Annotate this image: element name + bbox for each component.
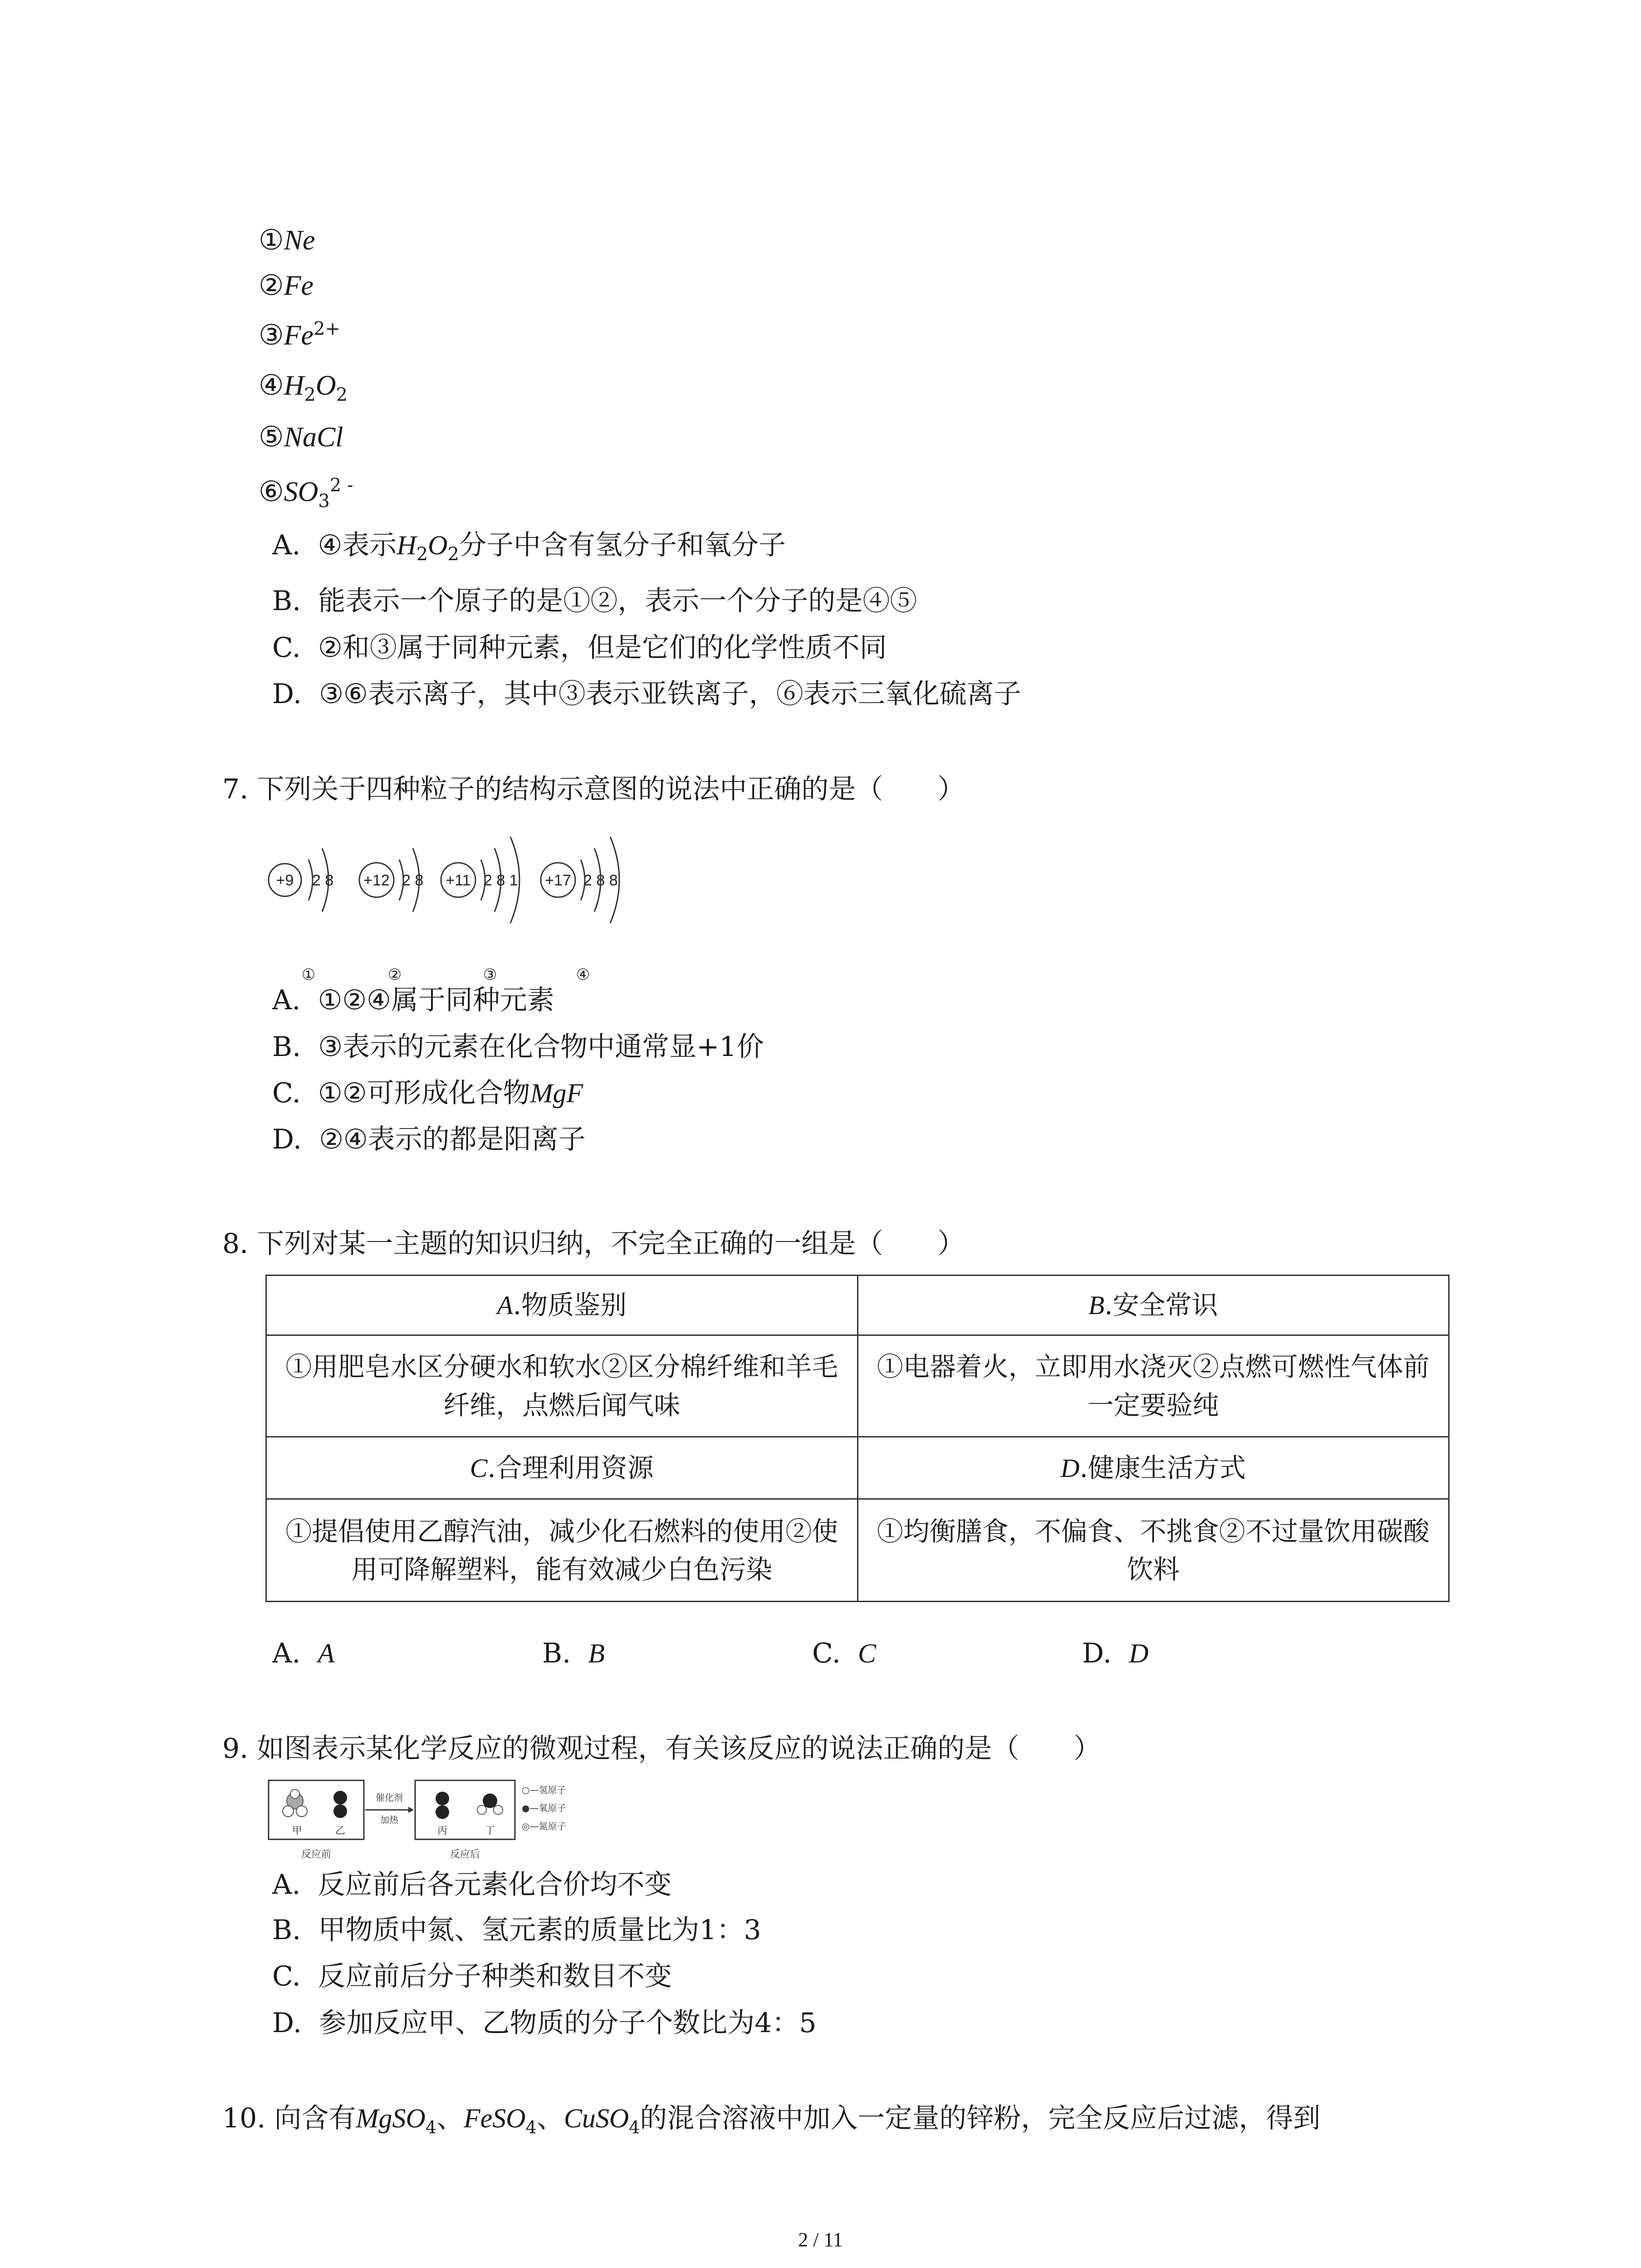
- symbol-6: $⑥SO_3^{2 -}$: [259, 474, 353, 512]
- q8-option-b: B. B: [542, 1637, 605, 1669]
- table-cell-b: ①电器着火，立即用水浇灭②点燃可燃性气体前一定要验纯: [857, 1335, 1449, 1437]
- q7-option-c: C. ①②可形成化合物MgF: [272, 1077, 583, 1109]
- svg-text:○—氢原子: ○—氢原子: [522, 1784, 566, 1795]
- particle-3: [441, 837, 519, 983]
- q8-option-d: D. D: [1082, 1637, 1149, 1669]
- q8-option-c: C. C: [812, 1637, 877, 1669]
- q7-stem: 7. 下列关于四种粒子的结构示意图的说法中正确的是（ ）: [222, 773, 965, 805]
- svg-text:+11: +11: [446, 872, 471, 889]
- q10-stem: 10. 向含有MgSO$_4$、FeSO$_4$、CuSO$_4$的混合溶液中加入一定量的锌粉，完全反应后过滤，得到: [222, 2102, 1321, 2137]
- q9-option-d: D. 参加反应甲、乙物质的分子个数比为4：5: [272, 2007, 817, 2039]
- svg-text:乙: 乙: [335, 1825, 346, 1837]
- table-cell-c: ①提倡使用乙醇汽油，减少化石燃料的使用②使用可降解塑料，能有效减少白色污染: [266, 1499, 858, 1602]
- svg-text:2 8: 2 8: [402, 872, 424, 889]
- q8-stem: 8. 下列对某一主题的知识归纳，不完全正确的一组是（ ）: [222, 1228, 965, 1260]
- svg-text:+17: +17: [545, 872, 571, 889]
- svg-text:③: ③: [483, 966, 497, 983]
- svg-text:丁: 丁: [485, 1825, 495, 1837]
- q6-option-d: D. ③⑥表示离子，其中③表示亚铁离子，⑥表示三氧化硫离子: [272, 678, 1021, 710]
- table-head-d: D.健康生活方式: [857, 1437, 1449, 1499]
- q9-stem: 9. 如图表示某化学反应的微观过程，有关该反应的说法正确的是（ ）: [222, 1733, 1101, 1765]
- svg-text:反应前: 反应前: [301, 1849, 332, 1860]
- svg-text:加热: 加热: [380, 1814, 398, 1825]
- atom-structure-diagram: [263, 816, 671, 993]
- page-number: 2 / 11: [798, 2229, 843, 2251]
- svg-text:◎—氮原子: ◎—氮原子: [522, 1821, 566, 1832]
- particle-4: [541, 837, 619, 983]
- svg-text:②: ②: [387, 966, 402, 983]
- q9-option-c: C. 反应前后分子种类和数目不变: [272, 1960, 672, 1992]
- q7-option-b: B. ③表示的元素在化合物中通常显+1价: [272, 1031, 764, 1063]
- symbol-4: $④H_2O_2$: [259, 368, 348, 406]
- svg-text:2 8 8: 2 8 8: [583, 872, 618, 889]
- reaction-micro-diagram: [268, 1776, 612, 1867]
- svg-text:+9: +9: [276, 872, 294, 889]
- svg-text:甲: 甲: [292, 1825, 303, 1837]
- table-head-c: C.合理利用资源: [266, 1437, 858, 1499]
- particle-2: [359, 848, 423, 983]
- q7-option-a: A. ①②④属于同种元素: [272, 984, 554, 1016]
- symbol-5: ⑤NaCl: [259, 420, 343, 453]
- svg-text:④: ④: [576, 966, 590, 983]
- q6-option-c: C. ②和③属于同种元素，但是它们的化学性质不同: [272, 632, 887, 664]
- svg-text:丙: 丙: [437, 1825, 448, 1837]
- svg-text:●—氧原子: ●—氧原子: [522, 1803, 566, 1813]
- table-cell-a: ①用肥皂水区分硬水和软水②区分棉纤维和羊毛纤维，点燃后闻气味: [266, 1335, 858, 1437]
- table-head-b: B.安全常识: [857, 1276, 1449, 1335]
- q9-option-b: B. 甲物质中氮、氢元素的质量比为1：3: [272, 1914, 761, 1946]
- table-head-a: A.物质鉴别: [266, 1276, 858, 1335]
- symbol-3: $③Fe^{2+}$: [259, 318, 340, 352]
- svg-text:反应后: 反应后: [450, 1849, 480, 1860]
- q9-option-a: A. 反应前后各元素化合价均不变: [272, 1869, 672, 1901]
- q8-option-a: A. A: [272, 1637, 335, 1669]
- svg-text:催化剂: 催化剂: [376, 1792, 403, 1803]
- particle-1: [269, 848, 333, 983]
- q6-option-a: A. ④表示$H_2O_2$分子中含有氢分子和氧分子: [272, 529, 786, 565]
- q7-option-d: D. ②④表示的都是阳离子: [272, 1124, 586, 1155]
- svg-text:2 8 1: 2 8 1: [484, 872, 518, 889]
- symbol-2: ②Fe: [259, 269, 314, 302]
- svg-text:2 8: 2 8: [312, 872, 334, 889]
- table-cell-d: ①均衡膳食，不偏食、不挑食②不过量饮用碳酸饮料: [857, 1499, 1449, 1602]
- svg-text:①: ①: [301, 966, 316, 983]
- q6-option-b: B. 能表示一个原子的是①②，表示一个分子的是④⑤: [272, 585, 917, 617]
- knowledge-table: [265, 1275, 1450, 1602]
- svg-text:+12: +12: [363, 872, 390, 889]
- symbol-1: ①Ne: [259, 223, 315, 256]
